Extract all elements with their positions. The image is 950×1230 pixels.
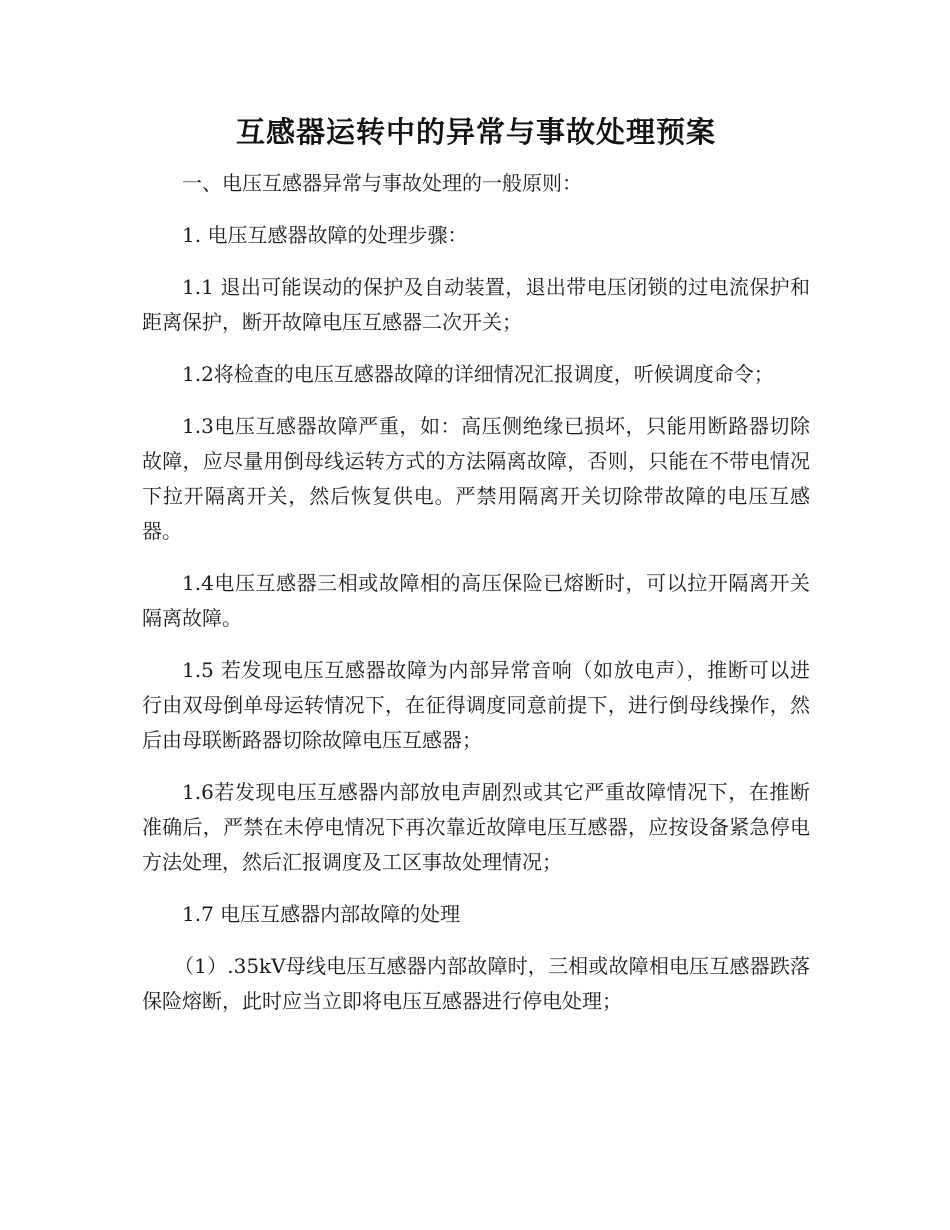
paragraph-1-4: 1.4电压互感器三相或故障相的高压保险已熔断时，可以拉开隔离开关隔离故障。 [142,571,810,630]
paragraph-1-6: 1.6若发现电压互感器内部放电声剧烈或其它严重故障情况下，在推断准确后，严禁在未停电情况下再次靠近故障电压互感器，应按设备紧急停电方法处理，然后汇报调度及工区事故处理情况； [142,780,810,874]
subsection-heading-fault-steps: 1. 电压互感器故障的处理步骤： [182,223,468,247]
paragraph-1-7-item-1: （1）.35kV母线电压互感器内部故障时，三相或故障相电压互感器跌落保险熔断，此时应当立即将电压互感器进行停电处理； [142,954,810,1013]
document-title: 互感器运转中的异常与事故处理预案 [235,115,716,149]
paragraph-1-7: 1.7 电压互感器内部故障的处理 [182,902,461,926]
paragraph-1-3: 1.3电压互感器故障严重，如：高压侧绝缘已损坏，只能用断路器切除故障，应尽量用倒母线运转方式的方法隔离故障，否则，只能在不带电情况下拉开隔离开关，然后恢复供电。严禁用隔离开关切除带故障的电压互感器。 [142,414,810,543]
paragraph-1-2: 1.2将检查的电压互感器故障的详细情况汇报调度，听候调度命令； [182,362,774,386]
paragraph-1-1: 1.1 退出可能误动的保护及自动装置，退出带电压闭锁的过电流保护和距离保护，断开故障电压互感器二次开关； [142,275,810,334]
document-body [142,166,810,1036]
paragraph-1-5: 1.5 若发现电压互感器故障为内部异常音响（如放电声），推断可以进行由双母倒单母运转情况下，在征得调度同意前提下，进行倒母线操作，然后由母联断路器切除故障电压互感器； [142,658,810,752]
section-heading-general-principles: 一、电压互感器异常与事故处理的一般原则： [182,171,582,195]
